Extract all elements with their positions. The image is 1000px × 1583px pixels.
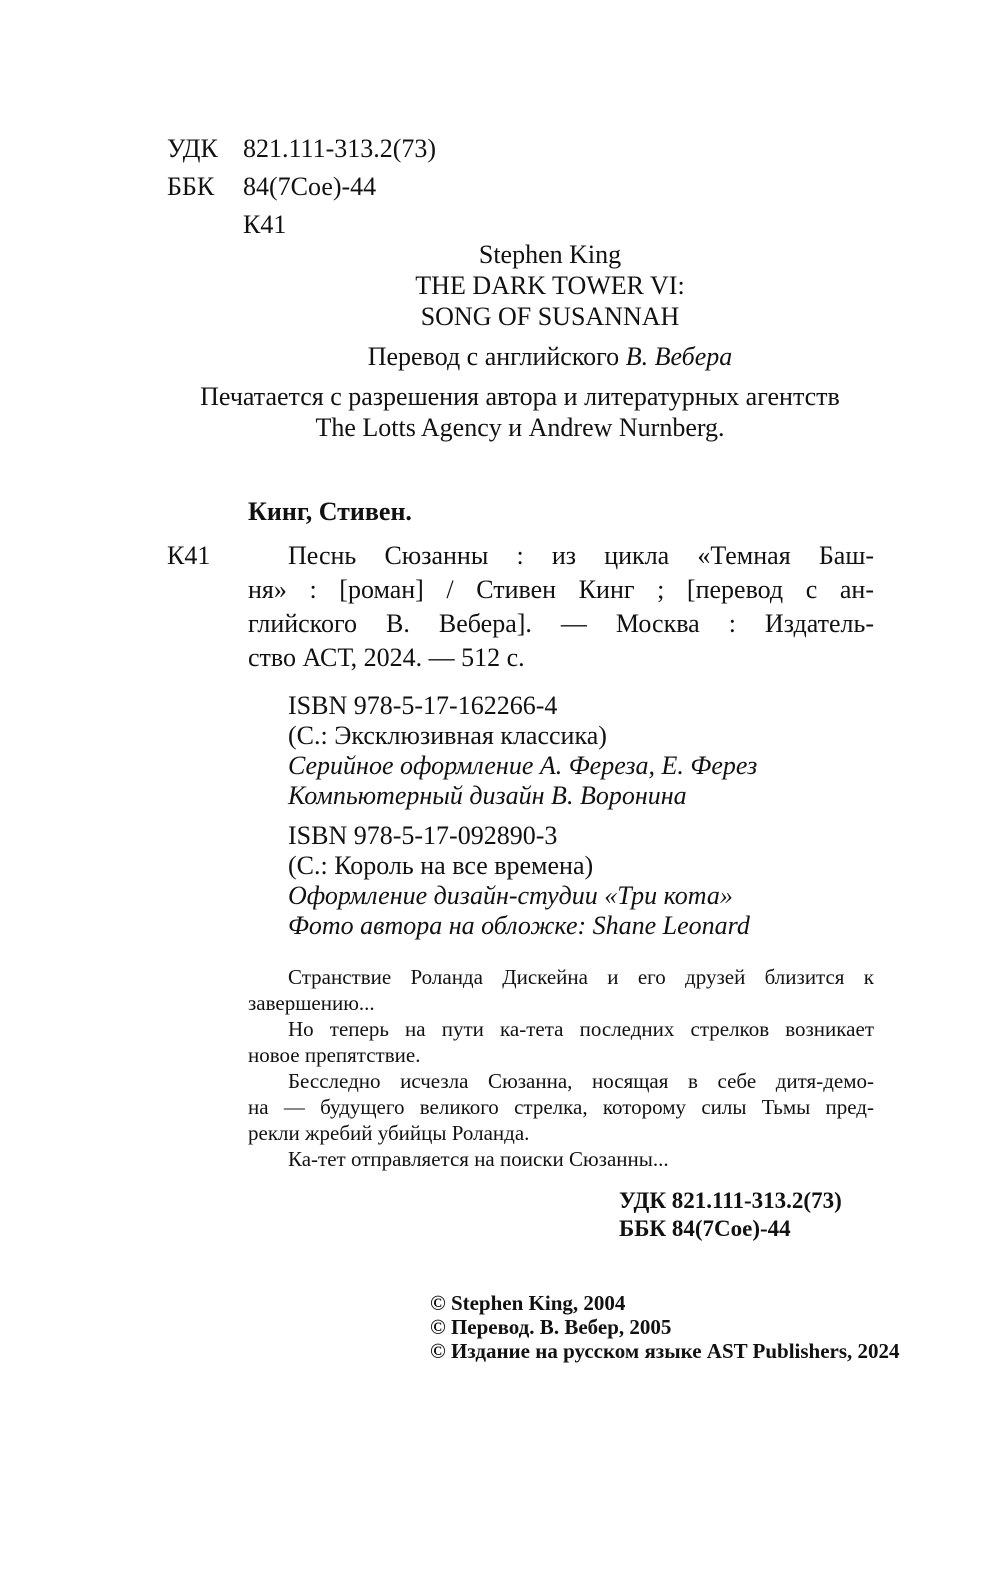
series-2: (С.: Король на все времена) xyxy=(288,851,594,880)
annotation-line: Бесследно исчезла Сюзанна, носящая в себе дитя-демо- xyxy=(288,1069,874,1093)
annotation-line: на — будущего великого стрелка, которому силы Тьмы пред- xyxy=(248,1095,874,1119)
record-line: Песнь Сюзанны : из цикла «Темная Баш- xyxy=(288,541,874,570)
annotation-line: Странствие Роланда Дискейна и его друзей близится к xyxy=(288,965,874,989)
record-line: глийского В. Вебера]. — Москва : Издатель- xyxy=(248,609,874,638)
photo-credit: Фото автора на обложке: Shane Leonard xyxy=(288,911,750,940)
isbn-2: ISBN 978-5-17-092890-3 xyxy=(288,821,558,850)
copyright-line: © Издание на русском языке AST Publishers, 2024 xyxy=(430,1339,900,1363)
original-author: Stephen King xyxy=(478,240,622,269)
annotation-line: новое препятствие. xyxy=(248,1043,421,1067)
original-title-line1: THE DARK TOWER VI: xyxy=(415,271,685,300)
annotation-line: рекли жребий убийцы Роланда. xyxy=(248,1121,530,1145)
footer-bbk: ББК 84(7Сое)-44 xyxy=(619,1216,791,1241)
record-heading: Кинг, Стивен. xyxy=(248,497,412,526)
copyright-line: © Stephen King, 2004 xyxy=(430,1291,626,1315)
record-mark: К41 xyxy=(167,541,211,570)
udk-label: УДК xyxy=(167,134,218,163)
original-title-line2: SONG OF SUSANNAH xyxy=(420,302,680,331)
annotation-line: Ка-тет отправляется на поиски Сюзанны... xyxy=(288,1147,669,1171)
copyright-line: © Перевод. В. Вебер, 2005 xyxy=(430,1315,672,1339)
annotation-line: Но теперь на пути ка-тета последних стрелков возникает xyxy=(288,1017,874,1041)
translation-credit xyxy=(280,341,820,373)
record-line: ство АСТ, 2024. — 512 с. xyxy=(248,643,525,672)
translator-name: В. Вебера xyxy=(625,342,733,371)
bbk-label: ББК xyxy=(167,172,215,201)
permission-line2: The Lotts Agency и Andrew Nurnberg. xyxy=(315,413,725,442)
design-credit-2: Компьютерный дизайн В. Воронина xyxy=(288,781,687,810)
author-mark: К41 xyxy=(243,210,287,239)
udk-value: 821.111-313.2(73) xyxy=(243,134,437,163)
design-credit-1: Серийное оформление А. Фереза, Е. Ферез xyxy=(288,751,758,780)
design-credit-3: Оформление дизайн-студии «Три кота» xyxy=(288,881,733,910)
annotation-line: завершению... xyxy=(248,991,375,1015)
bbk-value: 84(7Сое)-44 xyxy=(243,172,377,201)
record-line: ня» : [роман] / Стивен Кинг ; [перевод с ан- xyxy=(248,575,874,604)
series-1: (С.: Эксклюзивная классика) xyxy=(288,721,607,750)
isbn-1: ISBN 978-5-17-162266-4 xyxy=(288,691,558,720)
footer-udk: УДК 821.111-313.2(73) xyxy=(619,1188,842,1213)
translation-prefix: Перевод с английского xyxy=(367,342,620,371)
permission-line1: Печатается с разрешения автора и литературных агентств xyxy=(200,382,840,411)
